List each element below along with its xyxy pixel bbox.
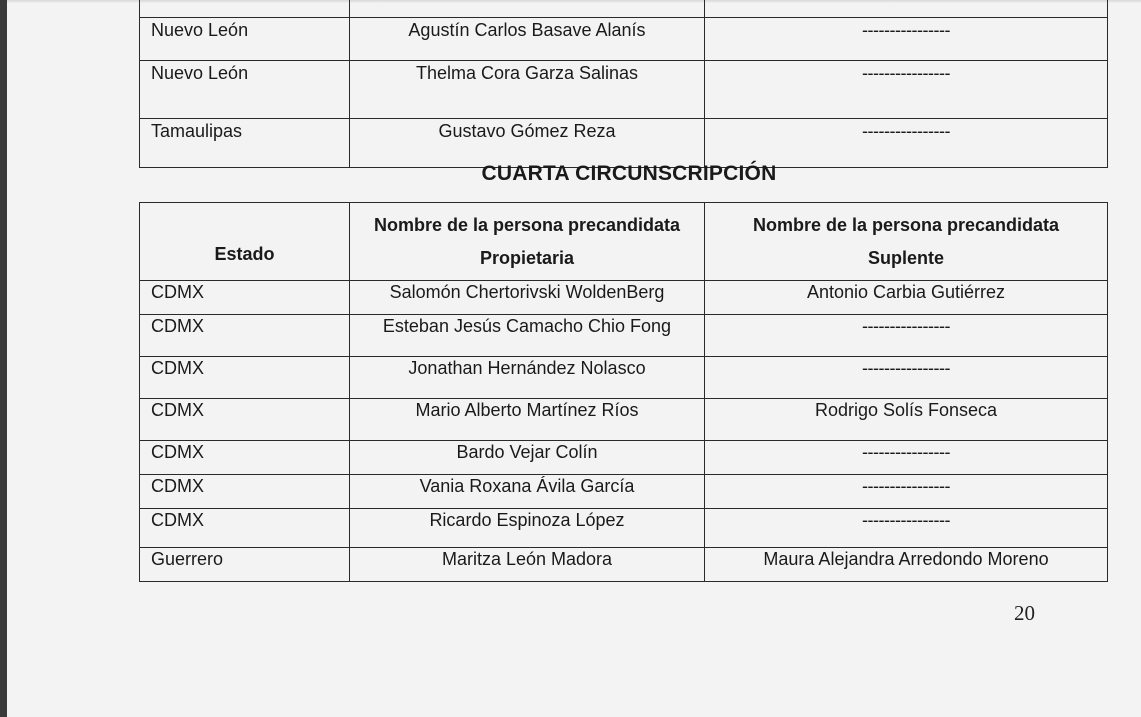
table-row [140, 357, 1108, 399]
suplente-cell [705, 0, 1108, 18]
header-estado: Estado [140, 203, 350, 281]
propietaria-cell: Esteban Jesús Camacho Chio Fong [350, 315, 705, 357]
propietaria-cell: Mario Alberto Martínez Ríos [350, 399, 705, 441]
estado-cell: Tamaulipas [140, 119, 350, 168]
propietaria-cell: Bardo Vejar Colín [350, 441, 705, 475]
suplente-cell: ---------------- [705, 119, 1108, 168]
propietaria-cell: Maritza León Madora [350, 548, 705, 582]
table-row [140, 315, 1108, 357]
estado-cell: CDMX [140, 281, 350, 315]
header-propietaria-line1: Nombre de la persona precandidata [373, 214, 681, 235]
header-propietaria-line2: Propietaria [479, 247, 575, 268]
estado-cell [140, 0, 350, 18]
propietaria-cell: Agustín Carlos Basave Alanís [350, 18, 705, 61]
propietaria-cell: Thelma Cora Garza Salinas [350, 61, 705, 119]
propietaria-cell: Gustavo Gómez Reza [350, 119, 705, 168]
suplente-cell: ---------------- [705, 18, 1108, 61]
estado-cell: Nuevo León [140, 18, 350, 61]
header-propietaria [350, 203, 705, 281]
previous-circumscription-table [139, 0, 1108, 168]
estado-cell: CDMX [140, 315, 350, 357]
propietaria-cell [350, 0, 705, 18]
table-row [140, 399, 1108, 441]
table-row [140, 509, 1108, 548]
table-row [140, 119, 1108, 168]
suplente-cell: ---------------- [705, 357, 1108, 399]
suplente-cell: ---------------- [705, 475, 1108, 509]
propietaria-cell: Salomón Chertorivski WoldenBerg [350, 281, 705, 315]
table-header-row [140, 203, 1108, 281]
propietaria-cell: Vania Roxana Ávila García [350, 475, 705, 509]
estado-cell: Guerrero [140, 548, 350, 582]
page-number: 20 [1014, 601, 1035, 625]
suplente-cell: Maura Alejandra Arredondo Moreno [705, 548, 1108, 582]
suplente-cell: ---------------- [705, 441, 1108, 475]
propietaria-cell: Ricardo Espinoza López [350, 509, 705, 548]
cuarta-circunscripcion-table [139, 202, 1108, 582]
propietaria-cell: Jonathan Hernández Nolasco [350, 357, 705, 399]
table-row [140, 18, 1108, 61]
section-title: CUARTA CIRCUNSCRIPCIÓN [481, 162, 777, 185]
table-row [140, 441, 1108, 475]
suplente-cell: ---------------- [705, 61, 1108, 119]
header-suplente [705, 203, 1108, 281]
estado-cell: CDMX [140, 509, 350, 548]
suplente-cell: ---------------- [705, 509, 1108, 548]
table-row [140, 475, 1108, 509]
suplente-cell: ---------------- [705, 315, 1108, 357]
table-row [140, 281, 1108, 315]
viewer-left-edge [0, 0, 7, 717]
suplente-cell: Rodrigo Solís Fonseca [705, 399, 1108, 441]
estado-cell: CDMX [140, 399, 350, 441]
estado-cell: CDMX [140, 357, 350, 399]
table-row [140, 61, 1108, 119]
table-row [140, 548, 1108, 582]
estado-cell: CDMX [140, 441, 350, 475]
table-row [140, 0, 1108, 18]
estado-cell: CDMX [140, 475, 350, 509]
header-suplente-line1: Nombre de la persona precandidata [752, 214, 1060, 235]
header-suplente-line2: Suplente [867, 247, 944, 268]
estado-cell: Nuevo León [140, 61, 350, 119]
suplente-cell: Antonio Carbia Gutiérrez [705, 281, 1108, 315]
